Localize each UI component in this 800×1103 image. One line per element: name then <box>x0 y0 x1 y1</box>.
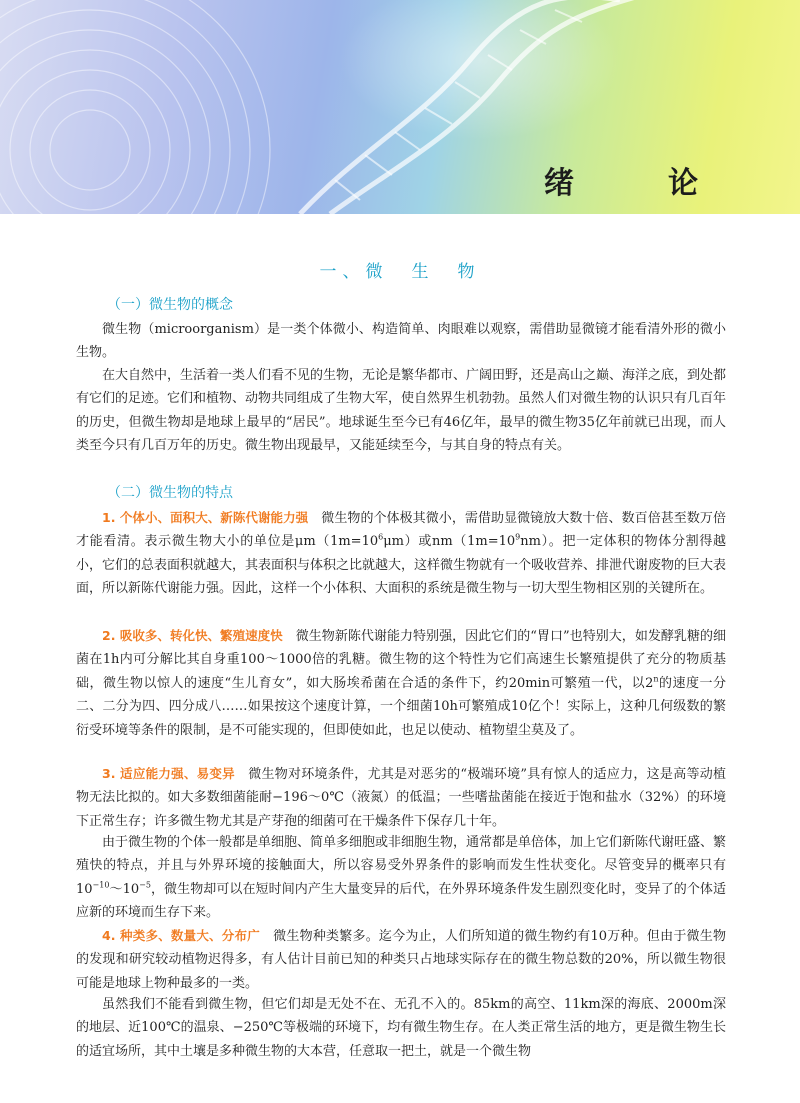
feature-4-heading: 4. 种类多、数量大、分布广 <box>102 928 260 943</box>
paragraph-variation: 由于微生物的个体一般都是单细胞、简单多细胞或非细胞生物，通常都是单倍体，加上它们新陈代谢旺盛、繁殖快的特点，并且与外界环境的接触面大，所以容易受外界条件的影响而发生性状变化。尽管变异的概率只有$10^{-10}\sim 10^{-5}$，微生物却可以在短时间内产生大量变异的后代，在外界环境条件发生剧烈变化时，变异了的个体适应新的环境而生存下来。 <box>76 835 727 921</box>
subsection-title-features: （二）微生物的特点 <box>107 485 233 501</box>
paragraph-feature-4: 4. 种类多、数量大、分布广 微生物种类繁多。迄今为止，人们所知道的微生物约有10万种。但由于微生物的发现和研究较动植物迟得多，有人估计目前已知的种类只占地球实际存在的微生物总数的20%，所以微生物很可能是地球上物种最多的一类。 <box>76 928 726 991</box>
feature-1-heading: 1. 个体小、面积大、新陈代谢能力强 <box>102 510 309 525</box>
paragraph-intro: 在大自然中，生活着一类人们看不见的生物，无论是繁华都市、广阔田野，还是高山之巅、海洋之底，到处都有它们的足迹。它们和植物、动物共同组成了生物大军，使自然界生机勃勃。虽然人们对微生物的认识只有几百年的历史，但微生物却是地球上最早的“居民”。地球诞生至今已有46亿年，最早的微生物35亿年前就已出现，而人类至今只有几百万年的历史。微生物出现最早，又能延续至今，与其自身的特点有关。 <box>76 368 727 454</box>
section-title: 一、微 生 物 <box>319 262 481 282</box>
paragraph-definition: 微生物（microorganism）是一类个体微小、构造简单、肉眼难以观察，需借助显微镜才能看清外形的微小生物。 <box>76 322 726 361</box>
paragraph-feature-1: 1. 个体小、面积大、新陈代谢能力强 微生物的个体极其微小，需借助显微镜放大数十倍、数百倍甚至数万倍才能看清。表示微生物大小的单位是$\mu m(1m=10^6\mu m)$或$nm(1m=10^9nm)$。把一定体积的物体分割得越小，它们的总表面积就越大，其表面积与体积之比就越大，这样微生物就有一个吸收营养、排泄代谢废物的巨大表面，所以新陈代谢能力强。因此，这样一个小体积、大面积的系统是微生物与一切大型生物相区别的关键所在。 <box>76 510 727 597</box>
paragraph-feature-3: 3. 适应能力强、易变异 微生物对环境条件，尤其是对恶劣的“极端环境”具有惊人的适应力，这是高等动植物无法比拟的。如大多数细菌能耐−196～0℃（液氮）的低温；一些嗜盐菌能在接近于饱和盐水（32%）的环境下正常生存；许多微生物尤其是产芽孢的细菌可在干燥条件下保存几十年。 <box>76 766 726 829</box>
paragraph-distribution: 虽然我们不能看到微生物，但它们却是无处不在、无孔不入的。85km的高空、11km深的海底、2000m深的地层、近100℃的温泉、−250℃等极端的环境下，均有微生物生存。在人类正常生活的地方，更是微生物生长的适宜场所，其中土壤是多种微生物的大本营，任意取一把土，就是一个微生物 <box>76 997 726 1059</box>
paragraph-feature-2: 2. 吸收多、转化快、繁殖速度快 微生物新陈代谢能力特别强，因此它们的“胃口”也特别大，如发酵乳糖的细菌在1h内可分解比其自身重100～1000倍的乳糖。微生物的这个特性为它们高速生长繁殖提供了充分的物质基础，微生物以惊人的速度“生儿育女”，如大肠埃希菌在合适的条件下，约20min可繁殖一代，以2$^n$的速度一分二、二分为四、四分成八……如果按这个速度计算，一个细菌10h可繁殖成10亿个！实际上，这种几何级数的繁衍受环境等条件的限制，是不可能实现的，但即使如此，也足以使动、植物望尘莫及了。 <box>76 628 726 738</box>
feature-3-heading: 3. 适应能力强、易变异 <box>102 766 235 781</box>
chapter-banner <box>0 0 800 214</box>
feature-2-heading: 2. 吸收多、转化快、繁殖速度快 <box>102 628 283 643</box>
subsection-title-concept: （一）微生物的概念 <box>107 297 233 313</box>
chapter-title: 绪 论 <box>544 166 730 201</box>
